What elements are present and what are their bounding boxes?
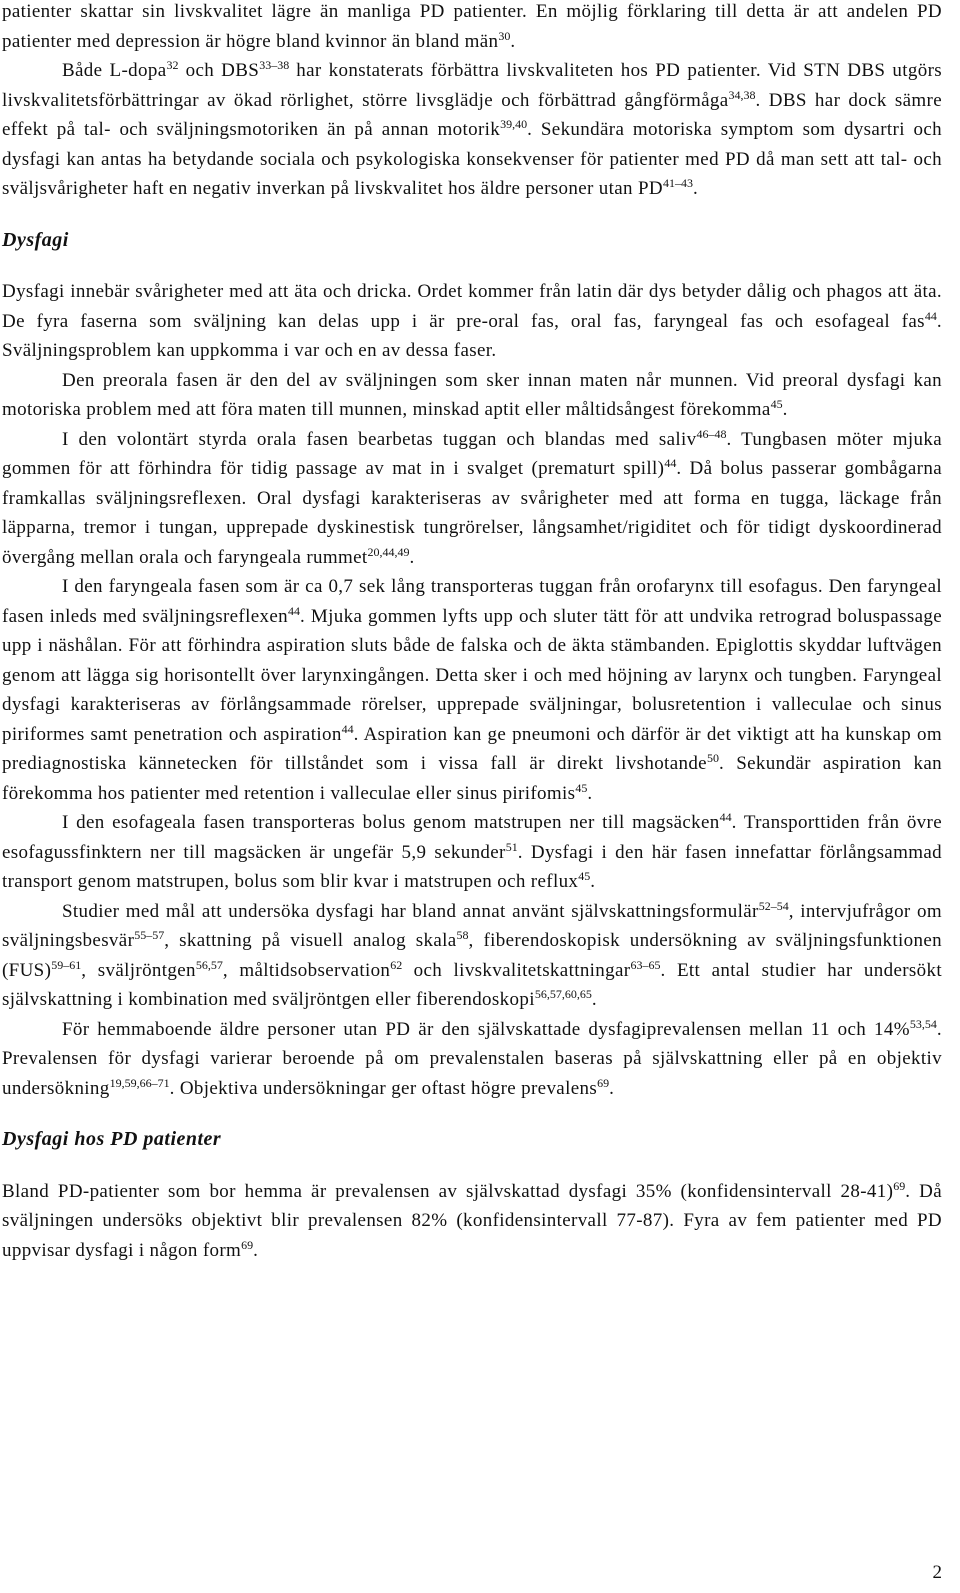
paragraph-ldopa-dbs: Både L-dopa$^{32}$ och DBS$^{33-38}$ har konstaterats förbättra livskvaliteten hos PD patienter. Vid STN DBS utgörs livskvalitetsförbättringar av ökad rörlighet, större livsglädje och förbättrad gångförmåga$^{34,38}$. DBS har dock sämre effekt på tal- och sväljningsmotoriken än på annan motorik$^{39,40}$. Sekundära motoriska symptom som dysartri och dysfagi kan antas ha betydande sociala och psykologiska konsekvenser för patienter med PD då man sett att tal- och sväljsvårigheter haft en negativ inverkan på livskvalitet hos äldre personer utan PD$^{41-43}$.	[2, 58, 942, 199]
citation: 44	[719, 810, 732, 824]
citation: 45	[770, 397, 783, 411]
citation: 19,59,66–71	[109, 1075, 170, 1090]
paragraph-oral-phase: I den volontärt styrda orala fasen bearbetas tuggan och blandas med saliv$^{46-48}$. Tungbasen möter mjuka gommen för att förhindra för tidig passage av mat in i svalget (prematurt spill)$^{44}$. Då bolus passerar gombågarna framkallas sväljningsreflexen. Oral dysfagi karakteriseras av svårigheter med att forma en tugga, läckage från läpparna, tremor i tungan, upprepade dyskinestisk tungrörelser, långsamhet/rigiditet och för tidigt dyskoordinerad övergång mellan orala och faryngeala rummet$^{20,44,49}$.	[2, 426, 942, 568]
citation: 30	[498, 28, 511, 43]
citation: 59–61	[51, 957, 82, 972]
paragraph-study-methods: Studier med mål att undersöka dysfagi har bland annat använt självskattningsformulär$^{52-54}$, intervjufrågor om sväljningsbesvär$^{55-57}$, skattning på visuell analog skala$^{58}$, fiberendoskopisk undersökning av sväljningsfunktionen (FUS)$^{59-61}$, sväljröntgen$^{56,57}$, måltidsobservation$^{62}$ och livskvalitetskattningar$^{63-65}$. Ett antal studier har undersökt självskattning i kombination med sväljröntgen eller fiberendoskopi$^{56,57,60,65}$.	[2, 898, 942, 1010]
citation: 44	[341, 721, 354, 736]
citation: 63–65	[630, 957, 661, 972]
citation: 50	[706, 751, 719, 765]
citation: 46–48	[696, 426, 727, 441]
citation: 55–57	[134, 928, 165, 942]
page-number: 2	[932, 1562, 942, 1583]
citation: 44	[924, 308, 937, 323]
citation: 69	[241, 1237, 254, 1252]
paragraph-dysfagi-definition: Dysfagi innebär svårigheter med att äta och dricka. Ordet kommer från latin där dys betyder dålig och phagos att äta. De fyra faserna som sväljning kan delas upp i är pre-oral fas, oral fas, faryngeal fas och esofageal fas$^{44}$. Sväljningsproblem kan uppkomma i var och en av dessa faser.	[2, 281, 942, 361]
citation: 56,57,60,65	[534, 987, 592, 1001]
citation: 69	[597, 1075, 610, 1090]
citation: 34,38	[728, 87, 756, 102]
paragraph-pd-prevalence: Bland PD-patienter som bor hemma är prevalensen av självskattad dysfagi 35% (konfidensintervall 28-41)$^{69}$. Då sväljningen undersöks objektivt blir prevalensen 82% (konfidensintervall 77-87). Fyra av fem patienter med PD uppvisar dysfagi i någon form$^{69}$.	[2, 1178, 942, 1261]
section-heading-dysfagi: Dysfagi	[2, 228, 69, 251]
citation: 52–54	[758, 898, 789, 913]
citation: 53,54	[909, 1016, 937, 1031]
citation: 39,40	[500, 117, 528, 131]
citation: 69	[893, 1178, 906, 1193]
citation: 62	[390, 957, 403, 972]
citation: 33–38	[259, 58, 290, 72]
citation: 56,57	[195, 957, 223, 972]
citation: 58	[456, 928, 469, 942]
citation: 41–43	[662, 176, 693, 190]
citation: 44	[664, 456, 677, 470]
paragraph-prevalence: För hemmaboende äldre personer utan PD är den självskattade dysfagiprevalensen mellan 11 och 14%$^{53,54}$. Prevalensen för dysfagi varierar beroende på om prevalenstalen baseras på självskattning eller på en objektiv undersökning$^{19,59,66-71}$. Objektiva undersökningar ger oftast högre prevalens$^{69}$.	[2, 1016, 942, 1099]
paragraph-gender-qol: patienter skattar sin livskvalitet lägre än manliga PD patienter. En möjlig förklaring till detta är att andelen PD patienter med depression är högre bland kvinnor än bland män$^{30}$.	[2, 1, 942, 52]
section-heading-dysfagi-pd: Dysfagi hos PD patienter	[2, 1128, 222, 1150]
paragraph-pharyngeal-phase: I den faryngeala fasen som är ca 0,7 sek lång transporteras tuggan från orofarynx till esofagus. Den faryngeal fasen inleds med sväljningsreflexen$^{44}$. Mjuka gommen lyfts upp och sluter tätt för att undvika retrograd boluspassage upp i näshålan. För att förhindra aspiration sluts både de falska och de äkta stämbanden. Epiglottis skyddar luftvägen genom att lägga sig horisontellt över larynxingången. Detta sker i och med höjning av larynx och tungben. Faryngeal dysfagi karakteriseras av förlångsammade rörelser, upprepade sväljningar, bolusretention i valleculae och sinus piriformes samt penetration och aspiration$^{44}$. Aspiration kan ge pneumoni och därför är det viktigt att ha kunskap om prediagnostiska kännetecken för tillståndet som i vissa fall är direkt livshotande$^{50}$. Sekundär aspiration kan förekomma hos patienter med retention i valleculae eller sinus pirifomis$^{45}$.	[2, 576, 942, 804]
citation: 32	[166, 58, 179, 72]
citation: 20,44,49	[367, 544, 410, 559]
citation: 45	[578, 869, 591, 883]
citation: 45	[575, 780, 588, 795]
citation: 51	[505, 839, 518, 854]
paragraph-preoral-phase: Den preorala fasen är den del av sväljningen som sker innan maten når munnen. Vid preoral dysfagi kan motoriska problem med att föra maten till munnen, minskad aptit eller måltidsångest förekomma$^{45}$.	[2, 369, 942, 420]
citation: 44	[288, 603, 300, 618]
paragraph-esophageal-phase: I den esofageala fasen transporteras bolus genom matstrupen ner till magsäcken$^{44}$. Transporttiden från övre esofagussfinktern ner till magsäcken är ungefär 5,9 sekunder$^{51}$. Dysfagi i den här fasen innefattar förlångsammad transport genom matstrupen, bolus som blir kvar i matstrupen och reflux$^{45}$.	[2, 810, 942, 892]
